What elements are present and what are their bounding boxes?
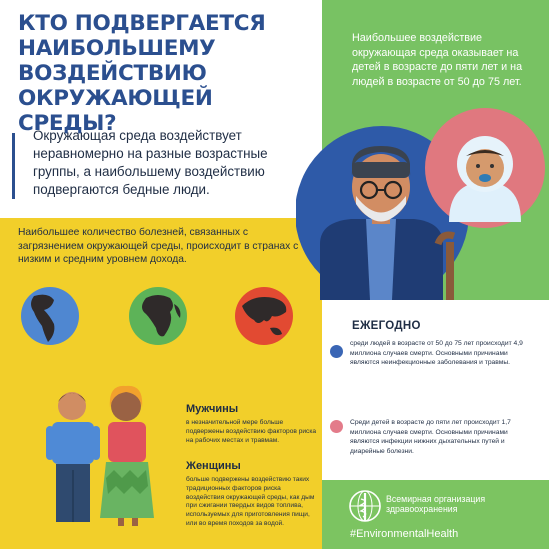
globe-asia-icon bbox=[234, 286, 294, 346]
women-text: больше подвержены воздействию таких традиционных факторов риска воздействия окружающей среды, как дым при сжигании твердых видов топлива, используемых для приготовления пищи, или во время походов за водой. bbox=[186, 476, 315, 527]
man-figure-head bbox=[58, 392, 86, 420]
men-heading: Мужчины bbox=[186, 403, 239, 415]
accent-bar bbox=[12, 133, 15, 199]
children-bullet-icon bbox=[330, 420, 343, 433]
man-woman-illustration bbox=[44, 378, 160, 528]
baby-eye-right bbox=[490, 164, 494, 168]
page-title: КТО ПОДВЕРГАЕТСЯ НАИБОЛЬШЕМУ ВОЗДЕЙСТВИЮ ОКРУЖАЮЩЕЙ СРЕДЫ? bbox=[18, 11, 266, 136]
age-groups-text: Наибольшее воздействие окружающая среда оказывает на детей в возрасте до пяти лет и на людей в возрасте от 50 до 75 лет. bbox=[352, 32, 523, 88]
organization-name: Всемирная организация здравоохранения bbox=[386, 494, 486, 515]
hashtag[interactable]: #EnvironmentalHealth bbox=[350, 528, 459, 540]
walking-cane bbox=[446, 242, 454, 300]
annually-heading: ЕЖЕГОДНО bbox=[352, 320, 421, 332]
man-figure-shirt bbox=[52, 422, 94, 464]
children-stat: Среди детей в возрасте до пяти лет происходит 1,7 миллиона случаев смерти. Основными причинами являются инфекции нижних дыхательных путей и диарейные болезни. bbox=[350, 419, 511, 455]
elderly-and-baby-illustration bbox=[296, 104, 549, 300]
women-heading: Женщины bbox=[186, 460, 241, 472]
regions-text: Наибольшее количество болезней, связанных с загрязнением окружающей среды, происходит в странах с низким и средним уровнем дохода. bbox=[18, 227, 299, 265]
elderly-bullet-icon bbox=[330, 345, 343, 358]
man-shirt bbox=[366, 219, 396, 300]
globe-africa-icon bbox=[128, 286, 188, 346]
pacifier bbox=[479, 174, 491, 182]
men-text: в незначительной мере больше подвержены воздействию факторов риска на рабочих местах и травмам. bbox=[186, 419, 317, 444]
who-emblem-icon bbox=[348, 489, 382, 523]
elderly-stat: среди людей в возрасте от 50 до 75 лет происходит 4,9 миллиона случаев смерти. Основными причинами являются неинфекционные заболевания и травмы. bbox=[350, 340, 523, 367]
globe-americas-icon bbox=[20, 286, 80, 346]
man-cap-brim bbox=[352, 162, 410, 178]
page-subtitle: Окружающая среда воздействует неравномерно на разные возрастные группы, а наибольшему воздействию подвергаются бедные люди. bbox=[33, 128, 268, 197]
baby-eye-left bbox=[476, 164, 480, 168]
woman-figure-top bbox=[108, 422, 146, 462]
